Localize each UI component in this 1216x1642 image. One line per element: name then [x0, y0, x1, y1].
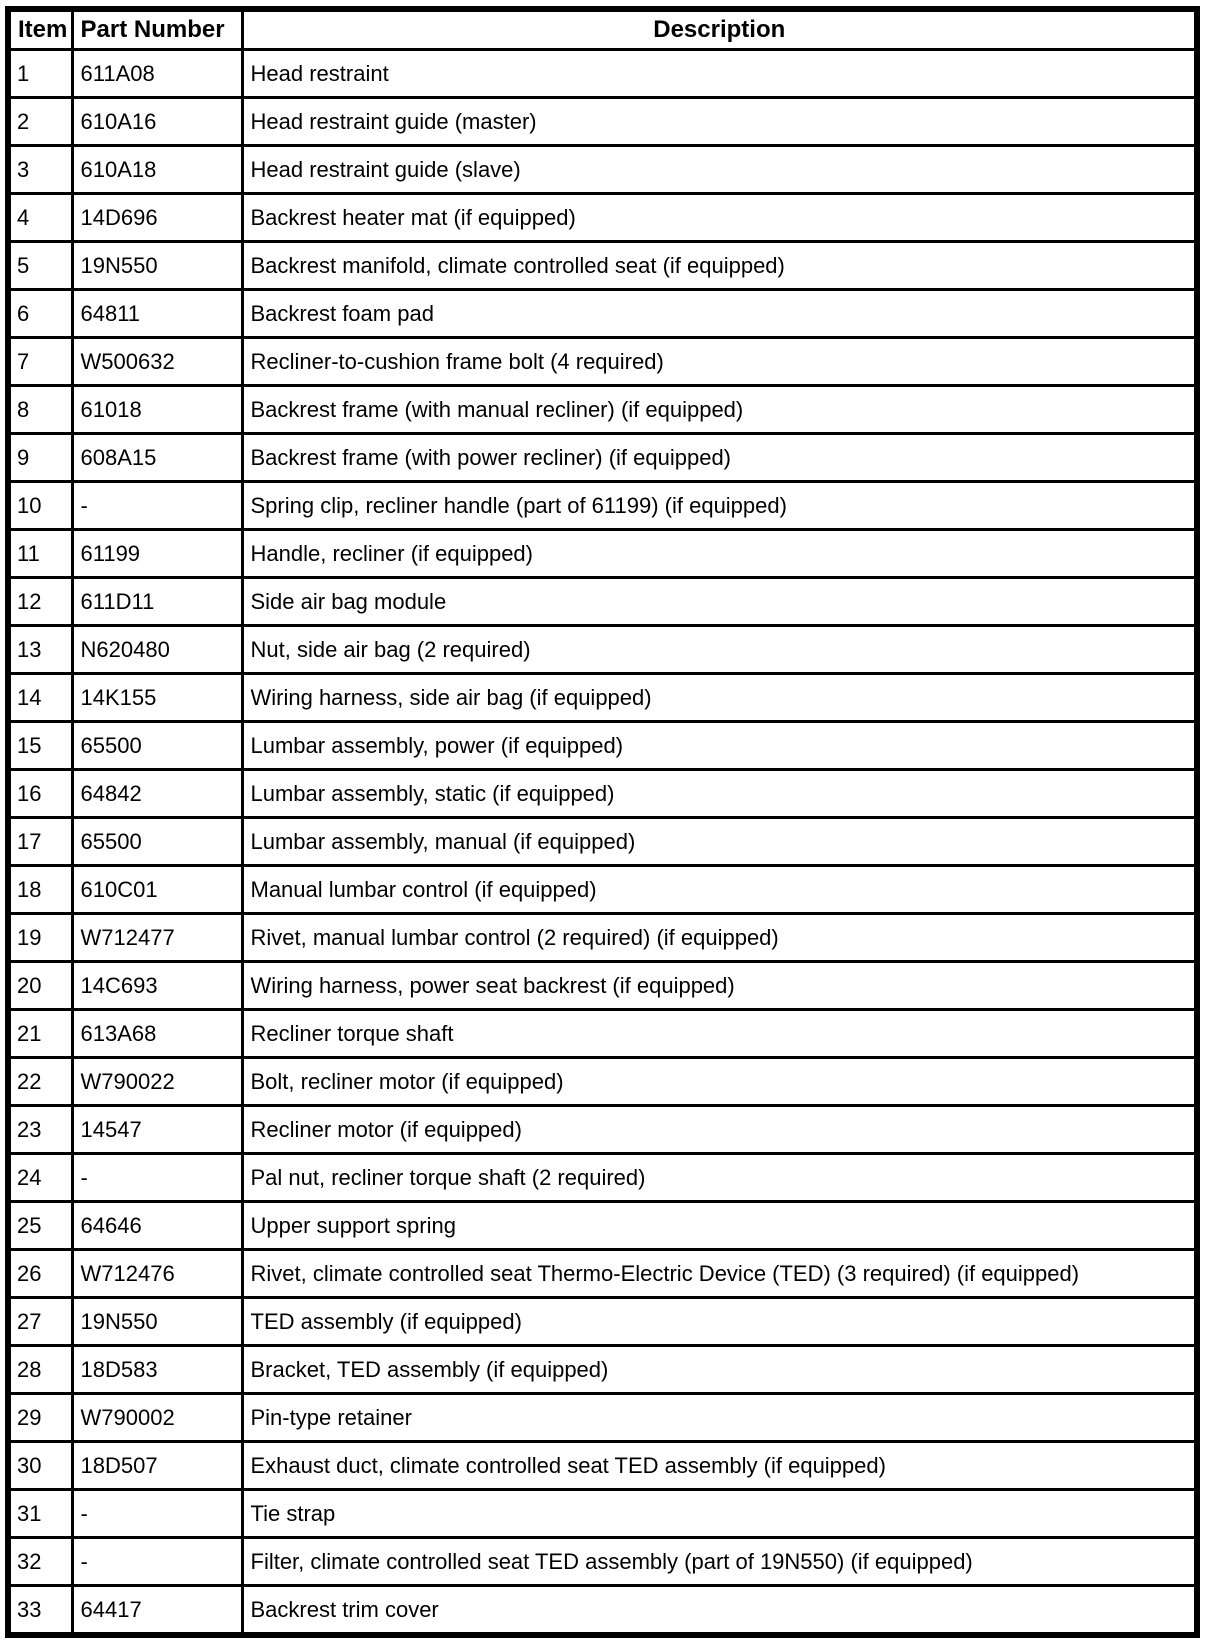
item-cell: 8 [8, 386, 72, 434]
table-row [8, 98, 1197, 146]
item-cell: 14 [8, 674, 72, 722]
part-number-cell: 608A15 [72, 434, 242, 482]
item-cell: 21 [8, 1010, 72, 1058]
part-number-cell: 64842 [72, 770, 242, 818]
table-row [8, 962, 1197, 1010]
item-cell: 5 [8, 242, 72, 290]
part-number-cell: W712476 [72, 1250, 242, 1298]
description-cell: Head restraint guide (master) [242, 98, 1197, 146]
table-row [8, 722, 1197, 770]
item-cell: 25 [8, 1202, 72, 1250]
table-row [8, 1394, 1197, 1442]
description-cell: Wiring harness, side air bag (if equipped) [242, 674, 1197, 722]
table-row [8, 1154, 1197, 1202]
table-row [8, 1202, 1197, 1250]
table-row [8, 50, 1197, 98]
description-cell: Nut, side air bag (2 required) [242, 626, 1197, 674]
table-row [8, 1250, 1197, 1298]
part-number-cell: 65500 [72, 818, 242, 866]
item-cell: 29 [8, 1394, 72, 1442]
description-cell: Backrest heater mat (if equipped) [242, 194, 1197, 242]
item-cell: 23 [8, 1106, 72, 1154]
description-cell: Backrest foam pad [242, 290, 1197, 338]
table-row [8, 146, 1197, 194]
table-row [8, 338, 1197, 386]
part-number-cell: 64646 [72, 1202, 242, 1250]
table-row [8, 434, 1197, 482]
description-cell: Handle, recliner (if equipped) [242, 530, 1197, 578]
part-number-cell: 611D11 [72, 578, 242, 626]
description-cell: Lumbar assembly, static (if equipped) [242, 770, 1197, 818]
description-cell: Backrest manifold, climate controlled seat (if equipped) [242, 242, 1197, 290]
item-cell: 31 [8, 1490, 72, 1538]
part-number-cell: W790002 [72, 1394, 242, 1442]
description-cell: Tie strap [242, 1490, 1197, 1538]
part-number-cell: 18D507 [72, 1442, 242, 1490]
part-number-cell: 14K155 [72, 674, 242, 722]
table-body [8, 50, 1197, 1636]
table-row [8, 530, 1197, 578]
item-cell: 32 [8, 1538, 72, 1586]
part-number-cell: - [72, 1154, 242, 1202]
header-row [8, 9, 1197, 50]
table-row [8, 1538, 1197, 1586]
part-number-cell: 610A18 [72, 146, 242, 194]
description-cell: Pin-type retainer [242, 1394, 1197, 1442]
item-cell: 30 [8, 1442, 72, 1490]
col-header-description: Description [242, 9, 1197, 50]
table-row [8, 1058, 1197, 1106]
description-cell: Bolt, recliner motor (if equipped) [242, 1058, 1197, 1106]
part-number-cell: W712477 [72, 914, 242, 962]
description-cell: Recliner-to-cushion frame bolt (4 required) [242, 338, 1197, 386]
part-number-cell: 64417 [72, 1586, 242, 1636]
item-cell: 28 [8, 1346, 72, 1394]
table-row [8, 1010, 1197, 1058]
description-cell: Upper support spring [242, 1202, 1197, 1250]
item-cell: 4 [8, 194, 72, 242]
part-number-cell: 65500 [72, 722, 242, 770]
table-row [8, 1442, 1197, 1490]
part-number-cell: 610A16 [72, 98, 242, 146]
part-number-cell: 19N550 [72, 1298, 242, 1346]
part-number-cell: 61199 [72, 530, 242, 578]
description-cell: Backrest frame (with power recliner) (if equipped) [242, 434, 1197, 482]
item-cell: 26 [8, 1250, 72, 1298]
description-cell: Backrest frame (with manual recliner) (if equipped) [242, 386, 1197, 434]
item-cell: 7 [8, 338, 72, 386]
item-cell: 10 [8, 482, 72, 530]
description-cell: Spring clip, recliner handle (part of 61199) (if equipped) [242, 482, 1197, 530]
item-cell: 22 [8, 1058, 72, 1106]
part-number-cell: 14D696 [72, 194, 242, 242]
table-row [8, 770, 1197, 818]
table-row [8, 914, 1197, 962]
part-number-cell: 18D583 [72, 1346, 242, 1394]
part-number-cell: - [72, 482, 242, 530]
parts-table [5, 6, 1200, 1638]
item-cell: 11 [8, 530, 72, 578]
part-number-cell: 14C693 [72, 962, 242, 1010]
description-cell: Side air bag module [242, 578, 1197, 626]
description-cell: Head restraint guide (slave) [242, 146, 1197, 194]
part-number-cell: 611A08 [72, 50, 242, 98]
table-row [8, 1346, 1197, 1394]
part-number-cell: 14547 [72, 1106, 242, 1154]
item-cell: 13 [8, 626, 72, 674]
part-number-cell: 613A68 [72, 1010, 242, 1058]
table-row [8, 674, 1197, 722]
item-cell: 18 [8, 866, 72, 914]
table-row [8, 1586, 1197, 1636]
item-cell: 33 [8, 1586, 72, 1636]
description-cell: Backrest trim cover [242, 1586, 1197, 1636]
item-cell: 2 [8, 98, 72, 146]
description-cell: Rivet, climate controlled seat Thermo-Electric Device (TED) (3 required) (if equipped) [242, 1250, 1197, 1298]
description-cell: Rivet, manual lumbar control (2 required) (if equipped) [242, 914, 1197, 962]
item-cell: 16 [8, 770, 72, 818]
table-row [8, 866, 1197, 914]
table-row [8, 1490, 1197, 1538]
description-cell: Head restraint [242, 50, 1197, 98]
description-cell: Bracket, TED assembly (if equipped) [242, 1346, 1197, 1394]
description-cell: Recliner torque shaft [242, 1010, 1197, 1058]
description-cell: Manual lumbar control (if equipped) [242, 866, 1197, 914]
description-cell: TED assembly (if equipped) [242, 1298, 1197, 1346]
part-number-cell: 19N550 [72, 242, 242, 290]
description-cell: Filter, climate controlled seat TED assembly (part of 19N550) (if equipped) [242, 1538, 1197, 1586]
table-row [8, 1106, 1197, 1154]
part-number-cell: 61018 [72, 386, 242, 434]
item-cell: 6 [8, 290, 72, 338]
item-cell: 15 [8, 722, 72, 770]
description-cell: Lumbar assembly, manual (if equipped) [242, 818, 1197, 866]
table-row [8, 818, 1197, 866]
item-cell: 12 [8, 578, 72, 626]
table-row [8, 290, 1197, 338]
item-cell: 9 [8, 434, 72, 482]
item-cell: 3 [8, 146, 72, 194]
part-number-cell: - [72, 1490, 242, 1538]
table-row [8, 578, 1197, 626]
description-cell: Exhaust duct, climate controlled seat TED assembly (if equipped) [242, 1442, 1197, 1490]
table-row [8, 194, 1197, 242]
item-cell: 17 [8, 818, 72, 866]
table-row [8, 242, 1197, 290]
part-number-cell: 64811 [72, 290, 242, 338]
item-cell: 24 [8, 1154, 72, 1202]
part-number-cell: N620480 [72, 626, 242, 674]
part-number-cell: 610C01 [72, 866, 242, 914]
item-cell: 19 [8, 914, 72, 962]
item-cell: 1 [8, 50, 72, 98]
table-row [8, 1298, 1197, 1346]
description-cell: Pal nut, recliner torque shaft (2 required) [242, 1154, 1197, 1202]
description-cell: Recliner motor (if equipped) [242, 1106, 1197, 1154]
part-number-cell: W500632 [72, 338, 242, 386]
table-row [8, 482, 1197, 530]
table-row [8, 386, 1197, 434]
item-cell: 27 [8, 1298, 72, 1346]
table-row [8, 626, 1197, 674]
description-cell: Lumbar assembly, power (if equipped) [242, 722, 1197, 770]
part-number-cell: W790022 [72, 1058, 242, 1106]
part-number-cell: - [72, 1538, 242, 1586]
item-cell: 20 [8, 962, 72, 1010]
col-header-part-number: Part Number [72, 9, 242, 50]
col-header-item: Item [8, 9, 72, 50]
description-cell: Wiring harness, power seat backrest (if equipped) [242, 962, 1197, 1010]
